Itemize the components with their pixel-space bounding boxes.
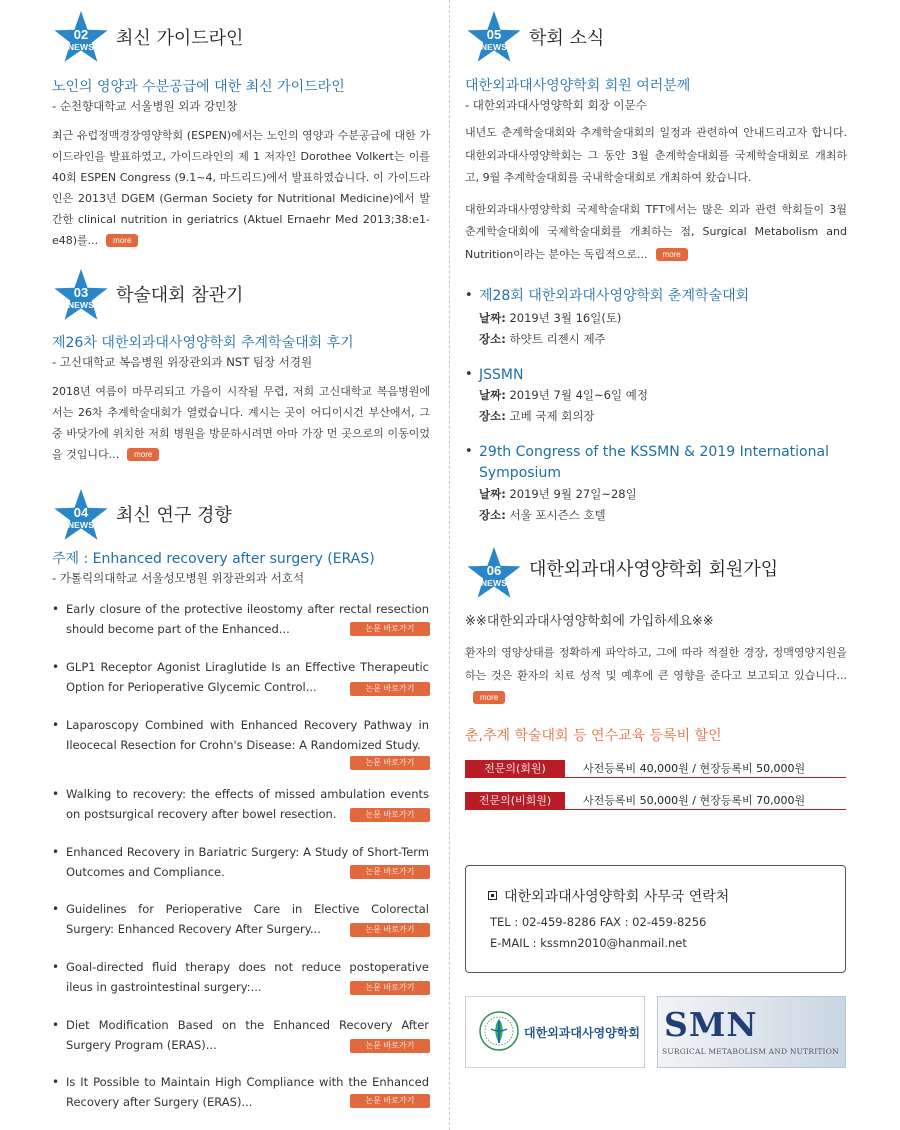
more-button[interactable]: more [473,691,505,704]
kssmn-logo-text: 대한외과대사영양학회 [524,1026,640,1040]
event-title-link[interactable]: 29th Congress of the KSSMN & 2019 International Symposium [479,444,829,481]
article-title-link[interactable]: 제26차 대한외과대사영양학회 추계학술대회 후기 [52,335,354,351]
article-author: - 대한외과대사영양학회 회장 이문수 [465,98,647,112]
event-date: 날짜: 2019년 3월 16일(토) [479,311,622,325]
fee-row [465,760,846,778]
paper-link-button[interactable]: 논문 바로가기 [350,808,430,822]
section-title: 학회 소식 [529,28,605,49]
membership-body [465,642,847,710]
section-title: 최신 연구 경향 [116,505,232,526]
section-research-trends [52,488,430,585]
section-header [52,488,430,544]
article-body-text: 2018년 여름이 마무리되고 가을이 시작될 무렵, 저희 고신대학교 복음병원에서는 26차 추계학술대회가 열렸습니다. 계시는 곳이 어디이시건 부산에서, 그 중 바닷가에 위치한 저희 병원을 방문하시려면 아마 가장 먼 곳으로의 이동이었을 것입니다... [52,385,430,461]
section-society-news [465,10,847,261]
section-header [465,10,847,66]
news-badge-icon: 02 NEWS [52,10,110,68]
section-title: 최신 가이드라인 [116,28,244,49]
fee-row [465,792,846,810]
article-title-link[interactable]: 대한외과대사영양학회 회원 여러분께 [465,78,691,94]
paper-link-button[interactable]: 논문 바로가기 [350,1039,430,1053]
paper-link-button[interactable]: 논문 바로가기 [350,622,430,636]
paper-link-button[interactable]: 논문 바로가기 [350,1094,430,1108]
news-badge-icon: 03 NEWS [52,268,110,326]
article-author: - 가톨릭의대학교 서울성모병원 위장관외과 서호석 [52,571,305,585]
event-place: 장소: 하얏트 리젠시 제주 [479,332,606,346]
kssmn-logo[interactable] [465,996,645,1068]
article-author: - 순천향대학교 서울병원 외과 강민창 [52,99,238,113]
smn-logo[interactable] [657,996,846,1068]
column-divider [449,0,450,1130]
paper-title: Walking to recovery: the effects of missed ambulation events on postsurgical recovery after bowel resection. [66,787,429,821]
fee-type: 전문의(회원) [465,760,565,777]
section-conference-review [52,268,430,461]
paper-title: Diet Modification Based on the Enhanced Recovery After Surgery Program (ERAS)... [66,1018,429,1052]
article-body: 내년도 춘계학술대회와 추계학술대회의 일정과 관련하여 안내드리고자 합니다. 대한외과대사영양학회는 그 동안 3월 춘계학술대회를 국제학술대회로 개최하고, 9월 추계학술대회를 국내학술대회로 개최하여 왔습니다. [465,126,847,184]
event-title-link[interactable]: JSSMN [479,367,524,383]
fee-price: 사전등록비 40,000원 / 현장등록비 50,000원 [583,762,806,775]
smn-logo-abbr: SMN [664,1005,758,1044]
section-membership [465,546,847,702]
section-header [52,10,430,66]
section-header [465,546,847,602]
contact-box [465,865,846,973]
kssmn-emblem-icon [478,1007,520,1055]
fee-price: 사전등록비 50,000원 / 현장등록비 70,000원 [583,794,806,807]
news-badge-icon: 06 NEWS [465,546,523,604]
paper-title: Guidelines for Perioperative Care in Elective Colorectal Surgery: Enhanced Recovery After Surgery... [66,902,429,936]
event-date: 날짜: 2019년 9월 27일~28일 [479,487,637,501]
section-guideline [52,10,430,247]
article-body [52,125,430,251]
smn-logo-subtitle: SURGICAL METABOLISM AND NUTRITION [662,1047,839,1056]
event-place: 장소: 서울 포시즌스 호텔 [479,508,606,522]
article-author: - 고신대학교 복음병원 위장관외과 NST 팀장 서경원 [52,355,313,369]
article-body-2 [465,199,847,267]
membership-invite: ※※대한외과대사영양학회에 가입하세요※※ [465,614,714,629]
membership-body-text: 환자의 영양상태를 정확하게 파악하고, 그에 따라 적절한 경장, 정맥영양지원을 하는 것은 환자의 치료 성적 및 예후에 큰 영향을 준다고 보고되고 있습니다... [465,646,847,682]
article-body-text: 대한외과대사영양학회 국제학술대회 TFT에서는 많은 외과 관련 학회들이 3월 춘계학술대회에 국제학술대회를 개최하는 점, Surgical Metabolism and Nutrition이라는 분야는 독립적으로... [465,202,847,261]
article-body [52,381,430,465]
more-button[interactable]: more [127,448,159,461]
section-header [52,268,430,324]
article-title-link[interactable]: 노인의 영양과 수분공급에 대한 최신 가이드라인 [52,79,345,95]
section-title: 학술대회 참관기 [116,285,244,306]
contact-email[interactable]: E-MAIL : kssmn2010@hanmail.net [490,936,687,950]
event-title-link[interactable]: 제28회 대한외과대사영양학회 춘계학술대회 [479,288,750,304]
news-badge-icon: 05 NEWS [465,10,523,68]
paper-link-button[interactable]: 논문 바로가기 [350,923,430,937]
paper-title: Enhanced Recovery in Bariatric Surgery: A Study of Short-Term Outcomes and Compliance. [66,845,429,879]
news-badge-icon: 04 NEWS [52,488,110,546]
paper-title: Goal-directed fluid therapy does not reduce postoperative ileus in gastrointestinal surgery:... [66,960,429,994]
paper-title: GLP1 Receptor Agonist Liraglutide Is an Effective Therapeutic Option for Perioperative Glycemic Control... [66,660,429,694]
event-date: 날짜: 2019년 7월 4일~6일 예정 [479,388,648,402]
paper-link-button[interactable]: 논문 바로가기 [350,756,430,770]
section-title: 대한외과대사영양학회 회원가입 [529,559,779,580]
fee-type: 전문의(비회원) [465,792,565,809]
article-body-text: 최근 유럽정맥경장영양학회 (ESPEN)에서는 노인의 영양과 수분공급에 대한 가이드라인을 발표하였고, 가이드라인의 제 1 저자인 Dorothee Volkert는 이를 40회 ESPEN Congress (9.1~4, 마드리드)에서 발표하였습니다. 이 가이드라인은 2013년 DGEM (German Society for Nutritional Medicine)에서 발간한 clinical nutrition in geriatrics (Aktuel Ernaehr Med 2013;38:e1-e48)를... [52,129,430,247]
contact-phone: TEL : 02-459-8286 FAX : 02-459-8256 [490,915,707,929]
paper-link-button[interactable]: 논문 바로가기 [350,865,430,879]
square-bullet-icon [488,891,497,900]
paper-title: Laparoscopy Combined with Enhanced Recovery Pathway in Ileocecal Resection for Crohn's Disease: A Randomized Study. [66,718,429,752]
event-place: 장소: 고베 국제 회의장 [479,409,595,423]
paper-title: Early closure of the protective ileostomy after rectal resection should become part of the Enhanced... [66,602,429,636]
fee-discount-title: 춘,추계 학술대회 등 연수교육 등록비 할인 [465,728,722,744]
paper-title: Is It Possible to Maintain High Compliance with the Enhanced Recovery after Surgery (ERAS)... [66,1075,429,1109]
more-button[interactable]: more [106,234,138,247]
contact-title: 대한외과대사영양학회 사무국 연락처 [488,887,729,907]
paper-link-button[interactable]: 논문 바로가기 [350,682,430,696]
more-button[interactable]: more [656,248,688,261]
article-title-link[interactable]: 주제 : Enhanced recovery after surgery (ERAS) [52,551,375,567]
paper-link-button[interactable]: 논문 바로가기 [350,981,430,995]
